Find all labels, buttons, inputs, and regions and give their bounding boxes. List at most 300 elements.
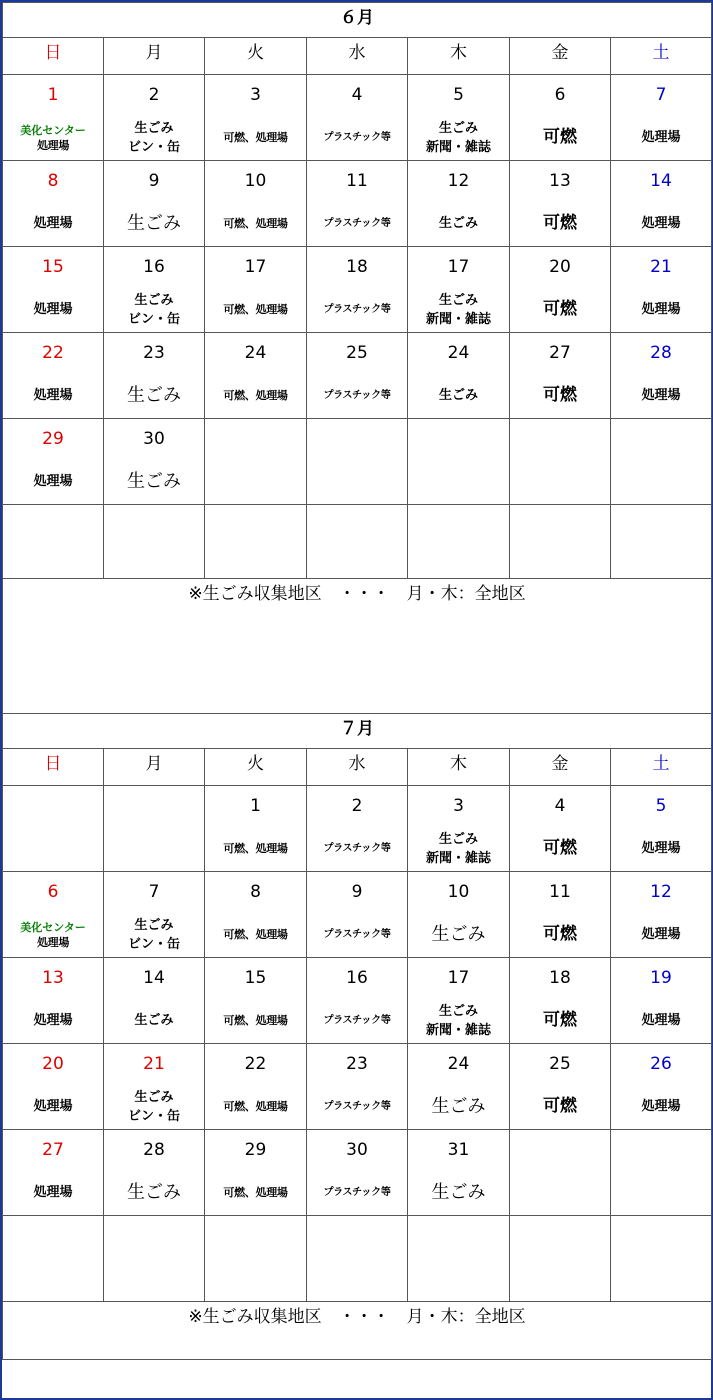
weekday-header: 火 [205, 749, 307, 786]
day-number: 9 [351, 882, 363, 902]
empty-cell [408, 505, 510, 579]
weekday-header: 木 [408, 38, 510, 75]
day-cell [205, 419, 307, 505]
kanen-shorijo-label: 可燃、処理場 [223, 1100, 288, 1113]
day-cell [408, 1044, 510, 1130]
weekday-header: 水 [307, 749, 408, 786]
day-number: 5 [655, 796, 667, 816]
day-number: 28 [143, 1140, 165, 1160]
shorijo-label: 処理場 [33, 1099, 73, 1114]
bin-kan-label: ビン・缶 [127, 139, 180, 155]
day-number: 6 [47, 882, 59, 902]
collection-note: ※生ごみ収集地区 ・・・ 月・木：全地区 [3, 1302, 712, 1360]
namagomi-label: 生ごみ [438, 1003, 478, 1019]
namagomi-label: 生ごみ [438, 831, 478, 847]
day-number: 3 [453, 796, 464, 816]
day-cell [307, 75, 408, 161]
day-number: 30 [143, 429, 165, 449]
day-number: 8 [47, 171, 59, 191]
day-number: 7 [148, 882, 160, 902]
day-cell [307, 786, 408, 872]
day-number: 8 [250, 882, 261, 902]
collection-type [3, 115, 103, 160]
day-cell [104, 419, 205, 505]
collection-type [510, 826, 610, 871]
day-cell [307, 1130, 408, 1216]
weekday-header: 木 [408, 749, 510, 786]
empty-cell [611, 505, 712, 579]
namagomi-label: 生ごみ [431, 1096, 486, 1117]
day-cell [510, 786, 611, 872]
collection-type [3, 201, 103, 246]
day-cell [510, 333, 611, 419]
day-number: 11 [549, 882, 571, 902]
day-number: 6 [554, 85, 566, 105]
namagomi-label: 生ごみ [438, 292, 478, 308]
collection-type [3, 912, 103, 957]
shorijo-label: 処理場 [641, 216, 681, 231]
day-cell [104, 161, 205, 247]
empty-cell [510, 1216, 611, 1302]
plastic-label: プラスチック等 [323, 929, 391, 940]
beika-center-label: 美化センター [20, 920, 86, 934]
collection-type [3, 287, 103, 332]
collection-type [205, 373, 306, 418]
day-cell [510, 958, 611, 1044]
namagomi-label: 生ごみ [134, 1089, 174, 1105]
day-cell [307, 958, 408, 1044]
day-cell [611, 786, 712, 872]
shorijo-label: 処理場 [33, 474, 73, 489]
weekday-header: 金 [510, 749, 611, 786]
collection-type [104, 373, 204, 418]
collection-type [611, 1084, 711, 1129]
day-number: 2 [148, 85, 160, 105]
kanen-shorijo-label: 可燃、処理場 [223, 217, 288, 230]
day-number: 2 [351, 796, 363, 816]
bin-kan-label: ビン・缶 [127, 311, 180, 327]
day-cell [205, 333, 307, 419]
plastic-label: プラスチック等 [323, 304, 391, 315]
shorijo-label: 処理場 [641, 927, 681, 942]
weekday-header: 金 [510, 38, 611, 75]
collection-type [104, 201, 204, 246]
weekday-header: 月 [104, 38, 205, 75]
day-cell [408, 872, 510, 958]
plastic-label: プラスチック等 [323, 1015, 391, 1026]
day-cell [205, 75, 307, 161]
weekday-header: 日 [3, 38, 104, 75]
collection-type [3, 373, 103, 418]
day-number: 22 [244, 1054, 267, 1074]
day-number: 3 [250, 85, 261, 105]
day-cell [307, 247, 408, 333]
day-cell [205, 958, 307, 1044]
day-number [104, 786, 204, 826]
day-cell [510, 872, 611, 958]
day-number: 15 [244, 968, 267, 988]
day-number: 28 [650, 343, 672, 363]
day-number: 14 [143, 968, 165, 988]
bin-kan-label: ビン・缶 [127, 936, 180, 952]
empty-cell [104, 505, 205, 579]
shorijo-label: 処理場 [641, 302, 681, 317]
day-cell [205, 786, 307, 872]
empty-cell [3, 505, 104, 579]
collection-type [3, 1084, 103, 1129]
day-number: 18 [346, 257, 368, 277]
day-number: 25 [346, 343, 368, 363]
namagomi-label: 生ごみ [438, 120, 478, 136]
day-cell [104, 247, 205, 333]
collection-type [3, 459, 103, 504]
shorijo-label: 処理場 [33, 1013, 73, 1028]
day-cell [104, 1130, 205, 1216]
day-number [611, 1130, 711, 1170]
garbage-calendar-table [2, 2, 712, 1360]
day-cell [3, 872, 104, 958]
day-cell [408, 161, 510, 247]
day-number: 9 [148, 171, 160, 191]
month-title: ７月 [3, 714, 712, 749]
kanen-label: 可燃 [543, 213, 577, 233]
day-cell [611, 161, 712, 247]
collection-type [408, 287, 509, 332]
empty-cell [104, 1216, 205, 1302]
collection-type [104, 459, 204, 504]
kanen-label: 可燃 [543, 127, 577, 147]
day-number: 24 [447, 343, 470, 363]
day-number: 21 [650, 257, 672, 277]
beika-center-label: 美化センター [20, 123, 86, 137]
day-cell [307, 1044, 408, 1130]
day-cell [408, 419, 510, 505]
collection-type [205, 826, 306, 871]
namagomi-label: 生ごみ [438, 216, 478, 231]
day-cell [104, 1044, 205, 1130]
collection-type [611, 998, 711, 1043]
day-number [611, 419, 711, 459]
day-number: 16 [143, 257, 165, 277]
collection-type [205, 115, 306, 160]
kanen-shorijo-label: 可燃、処理場 [223, 303, 288, 316]
shorijo-label: 処理場 [33, 1185, 73, 1200]
day-number: 20 [549, 257, 571, 277]
namagomi-label: 生ごみ [431, 1182, 486, 1203]
day-cell [611, 419, 712, 505]
day-number: 23 [346, 1054, 368, 1074]
namagomi-label: 生ごみ [134, 120, 174, 136]
day-cell [510, 247, 611, 333]
day-cell [104, 786, 205, 872]
day-cell [104, 75, 205, 161]
shinbun-zasshi-label: 新聞・雑誌 [425, 139, 491, 155]
kanen-label: 可燃 [543, 385, 577, 405]
day-cell [510, 419, 611, 505]
collection-type [307, 998, 407, 1043]
day-number: 10 [447, 882, 470, 902]
empty-cell [408, 1216, 510, 1302]
collection-type [307, 1084, 407, 1129]
shorijo-label: 処理場 [33, 302, 73, 317]
day-number: 1 [47, 85, 59, 105]
empty-cell [205, 505, 307, 579]
day-number: 24 [447, 1054, 470, 1074]
day-cell [205, 1044, 307, 1130]
weekday-header: 土 [611, 38, 712, 75]
day-number: 17 [447, 968, 470, 988]
day-number: 21 [143, 1054, 165, 1074]
day-number: 5 [453, 85, 464, 105]
collection-type [205, 201, 306, 246]
day-cell [611, 1044, 712, 1130]
day-cell [611, 247, 712, 333]
kanen-shorijo-label: 可燃、処理場 [223, 1014, 288, 1027]
namagomi-label: 生ごみ [134, 1013, 174, 1028]
shorijo-label: 処理場 [33, 216, 73, 231]
shorijo-label: 処理場 [641, 841, 681, 856]
collection-type [408, 373, 509, 418]
empty-cell [307, 505, 408, 579]
collection-type [307, 287, 407, 332]
namagomi-label: 生ごみ [127, 1182, 181, 1203]
day-number: 1 [250, 796, 261, 816]
weekday-header: 土 [611, 749, 712, 786]
shinbun-zasshi-label: 新聞・雑誌 [425, 311, 491, 327]
day-cell [307, 161, 408, 247]
day-number: 13 [42, 968, 64, 988]
empty-cell [307, 1216, 408, 1302]
collection-type [307, 912, 407, 957]
day-cell [205, 247, 307, 333]
day-number [205, 419, 306, 459]
day-cell [3, 958, 104, 1044]
day-number [3, 786, 103, 826]
day-cell [3, 1130, 104, 1216]
day-number: 24 [244, 343, 267, 363]
day-number: 16 [346, 968, 368, 988]
day-cell [408, 247, 510, 333]
weekday-header: 日 [3, 749, 104, 786]
day-number: 30 [346, 1140, 368, 1160]
day-cell [611, 333, 712, 419]
collection-type [307, 1170, 407, 1215]
day-cell [104, 872, 205, 958]
day-number: 29 [244, 1140, 267, 1160]
namagomi-label: 生ごみ [127, 471, 181, 492]
namagomi-label: 生ごみ [431, 924, 486, 945]
collection-type [510, 115, 610, 160]
day-number: 12 [447, 171, 470, 191]
collection-type [611, 201, 711, 246]
day-cell [3, 161, 104, 247]
day-number: 17 [447, 257, 470, 277]
collection-type [205, 1084, 306, 1129]
collection-type [408, 201, 509, 246]
bin-kan-label: ビン・缶 [127, 1108, 180, 1124]
collection-type [205, 287, 306, 332]
kanen-label: 可燃 [543, 1096, 577, 1116]
collection-type [307, 115, 407, 160]
collection-type [307, 201, 407, 246]
kanen-label: 可燃 [543, 924, 577, 944]
weekday-header: 火 [205, 38, 307, 75]
plastic-label: プラスチック等 [323, 1187, 391, 1198]
day-cell [3, 247, 104, 333]
day-cell [408, 786, 510, 872]
day-cell [510, 161, 611, 247]
day-cell [510, 1130, 611, 1216]
day-cell [205, 1130, 307, 1216]
collection-type [104, 912, 204, 957]
collection-type [611, 373, 711, 418]
day-number: 19 [650, 968, 672, 988]
day-cell [104, 333, 205, 419]
collection-type [510, 1084, 610, 1129]
empty-cell [510, 505, 611, 579]
kanen-label: 可燃 [543, 1010, 577, 1030]
day-cell [3, 419, 104, 505]
day-number [510, 419, 610, 459]
day-cell [408, 1130, 510, 1216]
namagomi-label: 生ごみ [438, 388, 478, 403]
day-cell [3, 1044, 104, 1130]
collection-type [3, 998, 103, 1043]
day-cell [611, 1130, 712, 1216]
kanen-label: 可燃 [543, 838, 577, 858]
day-number: 23 [143, 343, 165, 363]
collection-type [510, 373, 610, 418]
day-cell [307, 872, 408, 958]
shinbun-zasshi-label: 新聞・雑誌 [425, 850, 491, 866]
day-number: 12 [650, 882, 672, 902]
day-number: 7 [655, 85, 667, 105]
collection-type [205, 998, 306, 1043]
plastic-label: プラスチック等 [323, 218, 391, 229]
day-number: 26 [650, 1054, 672, 1074]
day-cell [3, 786, 104, 872]
collection-type [611, 826, 711, 871]
namagomi-label: 生ごみ [127, 385, 181, 406]
collection-type [408, 115, 509, 160]
shorijo-label: 処理場 [641, 130, 681, 145]
day-number [510, 1130, 610, 1170]
day-cell [510, 1044, 611, 1130]
collection-type [104, 287, 204, 332]
shorijo-label: 処理場 [36, 138, 70, 152]
shorijo-label: 処理場 [33, 388, 73, 403]
shinbun-zasshi-label: 新聞・雑誌 [425, 1022, 491, 1038]
day-number: 14 [650, 171, 672, 191]
day-number: 31 [447, 1140, 470, 1160]
plastic-label: プラスチック等 [323, 132, 391, 143]
collection-type [205, 1170, 306, 1215]
collection-type [307, 373, 407, 418]
collection-type [510, 912, 610, 957]
day-number: 4 [554, 796, 566, 816]
day-number: 13 [549, 171, 571, 191]
empty-cell [611, 1216, 712, 1302]
day-number: 29 [42, 429, 64, 449]
collection-type [510, 998, 610, 1043]
collection-type [408, 912, 509, 957]
day-number: 18 [549, 968, 571, 988]
day-number: 11 [346, 171, 368, 191]
empty-cell [205, 1216, 307, 1302]
plastic-label: プラスチック等 [323, 843, 391, 854]
kanen-label: 可燃 [543, 299, 577, 319]
weekday-header: 水 [307, 38, 408, 75]
day-number: 27 [42, 1140, 64, 1160]
day-number: 25 [549, 1054, 571, 1074]
day-cell [3, 333, 104, 419]
shorijo-label: 処理場 [641, 1099, 681, 1114]
day-number: 27 [549, 343, 571, 363]
day-number [408, 419, 509, 459]
collection-type [510, 201, 610, 246]
weekday-header: 月 [104, 749, 205, 786]
day-number: 17 [244, 257, 267, 277]
collection-type [611, 115, 711, 160]
day-cell [307, 333, 408, 419]
shorijo-label: 処理場 [641, 388, 681, 403]
collection-type [611, 912, 711, 957]
collection-type [408, 826, 509, 871]
day-cell [3, 75, 104, 161]
month-title: ６月 [3, 3, 712, 38]
collection-type [104, 1170, 204, 1215]
day-cell [408, 333, 510, 419]
collection-type [104, 1084, 204, 1129]
collection-type [611, 287, 711, 332]
day-cell [205, 872, 307, 958]
day-cell [611, 958, 712, 1044]
collection-type [104, 998, 204, 1043]
kanen-shorijo-label: 可燃、処理場 [223, 389, 288, 402]
plastic-label: プラスチック等 [323, 390, 391, 401]
kanen-shorijo-label: 可燃、処理場 [223, 928, 288, 941]
collection-note: ※生ごみ収集地区 ・・・ 月・木：全地区 [3, 579, 712, 714]
shorijo-label: 処理場 [36, 935, 70, 949]
collection-type [205, 912, 306, 957]
day-number: 20 [42, 1054, 64, 1074]
collection-type [3, 1170, 103, 1215]
kanen-shorijo-label: 可燃、処理場 [223, 842, 288, 855]
day-number: 15 [42, 257, 64, 277]
plastic-label: プラスチック等 [323, 1101, 391, 1112]
kanen-shorijo-label: 可燃、処理場 [223, 1186, 288, 1199]
namagomi-label: 生ごみ [127, 213, 181, 234]
day-cell [510, 75, 611, 161]
day-number: 10 [244, 171, 267, 191]
day-number: 4 [351, 85, 363, 105]
collection-type [510, 287, 610, 332]
collection-type [408, 1084, 509, 1129]
shorijo-label: 処理場 [641, 1013, 681, 1028]
day-cell [205, 161, 307, 247]
collection-type [307, 826, 407, 871]
namagomi-label: 生ごみ [134, 917, 174, 933]
day-cell [408, 958, 510, 1044]
namagomi-label: 生ごみ [134, 292, 174, 308]
day-cell [307, 419, 408, 505]
collection-type [408, 998, 509, 1043]
collection-type [104, 115, 204, 160]
day-number [307, 419, 407, 459]
day-cell [104, 958, 205, 1044]
day-cell [408, 75, 510, 161]
day-cell [611, 75, 712, 161]
